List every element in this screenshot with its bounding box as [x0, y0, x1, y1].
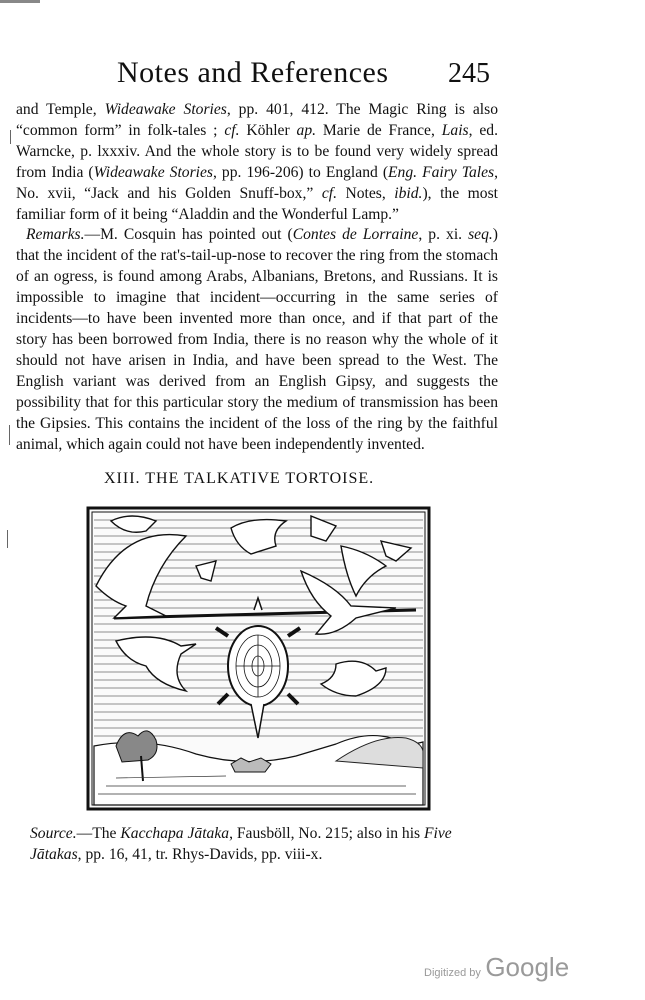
italic-text: Eng. Fairy Tales: [388, 163, 495, 181]
google-logo: Google: [485, 952, 570, 982]
italic-text: cf.: [224, 121, 240, 139]
section-title: XIII. THE TALKATIVE TORTOISE.: [104, 470, 375, 487]
margin-mark: [7, 530, 8, 548]
text-run: , pp. 16, 41, tr. Rhys-Davids, pp. viii-x.: [77, 846, 323, 863]
page-number: 245: [448, 58, 490, 89]
paragraph: [16, 225, 498, 455]
text-run: —M. Cosquin has pointed out (: [84, 226, 293, 244]
source-note: [30, 823, 498, 865]
text-run: , Fausböll, No. 215; also in his: [229, 825, 425, 842]
text-run: , p. xi.: [418, 226, 469, 244]
italic-text: Five Jātakas: [30, 825, 452, 863]
digitized-by-label: Digitized by: [424, 967, 481, 979]
italic-text: seq.: [468, 226, 493, 244]
text-run: , No. xvii, “Jack and his Golden Snuff-box,”: [16, 163, 499, 202]
italic-text: ap.: [296, 121, 317, 139]
italic-text: ibid.: [394, 184, 423, 202]
italic-text: cf.: [321, 184, 337, 202]
italic-text: Source.: [30, 825, 77, 842]
text-run: Notes,: [336, 184, 395, 202]
margin-mark: [9, 425, 10, 445]
text-run: Marie de France,: [316, 121, 442, 139]
italic-text: Lais: [441, 121, 469, 139]
text-run: ), the most familiar form of it being “Aladdin and the Wonderful Lamp.”: [16, 184, 498, 223]
text-run: , pp. 196-206) to England (: [213, 163, 389, 181]
digitized-by-google: [424, 952, 569, 983]
running-header: Notes and References: [117, 56, 389, 89]
text-run: —The: [76, 825, 121, 842]
italic-text: Wideawake Stories: [93, 163, 213, 181]
source-paragraph: [30, 823, 498, 865]
italic-text: Kacchapa Jātaka: [120, 825, 230, 842]
body-text: [16, 100, 498, 455]
woodcut-illustration: [86, 506, 431, 811]
text-run: and Temple,: [16, 101, 105, 118]
text-run: Köhler: [239, 121, 297, 139]
talkative-tortoise-woodcut: [86, 506, 431, 811]
italic-text: Wideawake Stories: [104, 101, 227, 118]
scan-mark: [0, 0, 40, 3]
italic-text: Remarks.: [26, 226, 85, 244]
text-run: , pp. 401, 412. The Magic Ring is also “common form” in folk-tales ;: [16, 101, 498, 139]
text-run: , ed. Warncke, p. lxxxiv. And the whole story is to be found very widely spread from India (: [16, 121, 498, 181]
italic-text: Contes de Lorraine: [292, 226, 419, 244]
text-run: ) that the incident of the rat's-tail-up-nose to recover the ring from the stomach of an ogress, is found among Arabs, Albanians, Bretons, and Russians. It is impossible to imagine that incident—occurring in the same series of incidents—to have been invented more than once, and if that part of the story has been borrowed from India, there is no reason why the whole of it should not have arisen in India, and have been spread to the West. The English variant was derived from an English Gipsy, and suggests the possibility that for this particular story the medium of transmission has been the Gipsies. This contains the incident of the loss of the ring by the faithful animal, which again could not have been independently invented.: [16, 226, 498, 453]
paragraph: [16, 100, 498, 225]
margin-mark: [10, 130, 11, 144]
